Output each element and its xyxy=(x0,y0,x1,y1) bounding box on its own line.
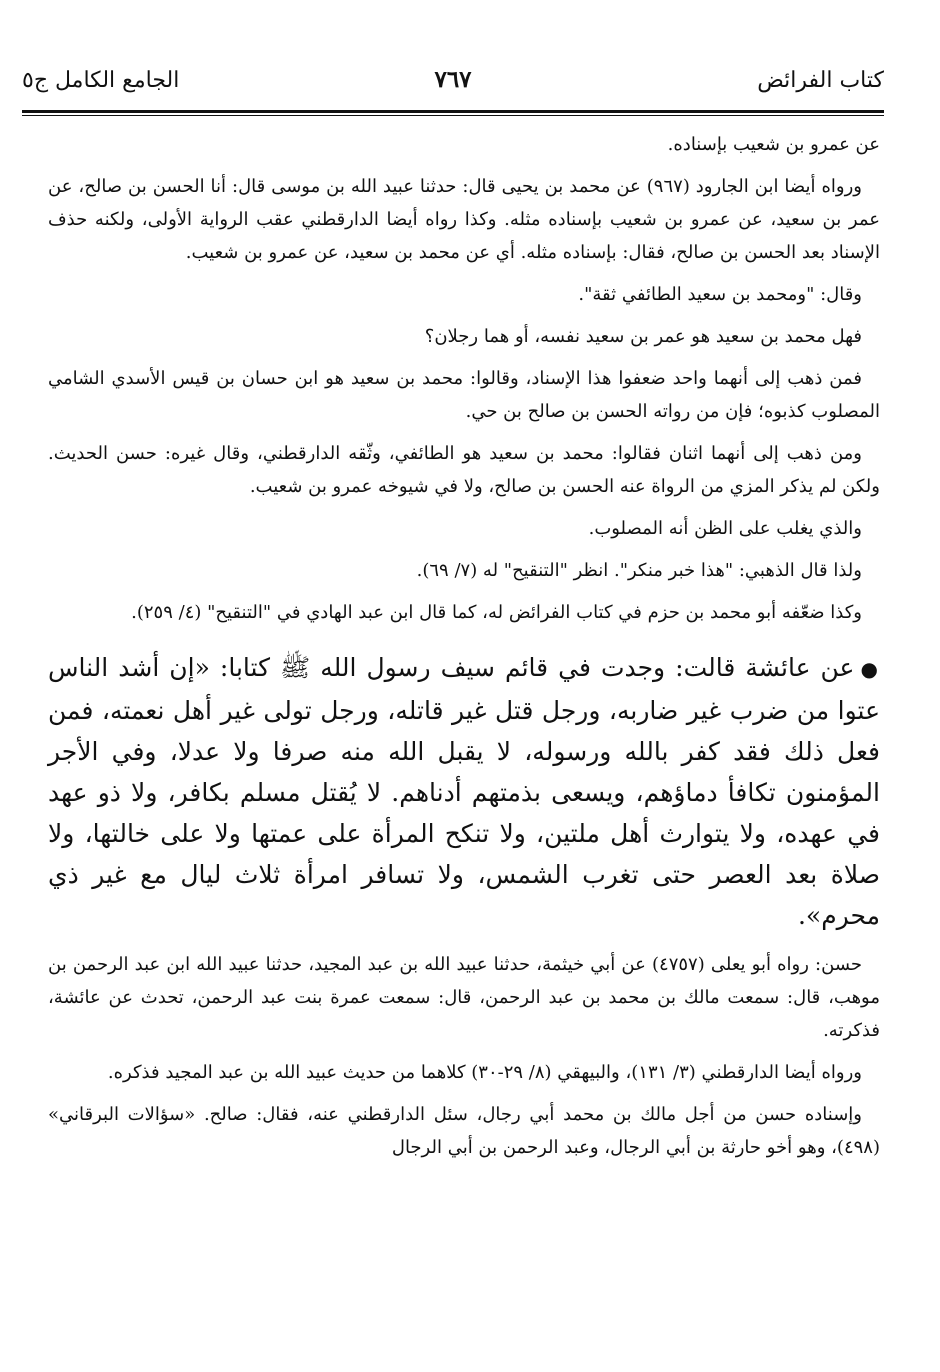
commentary-paragraph: حسن: رواه أبو يعلى (٤٧٥٧) عن أبي خيثمة، حدثنا عبيد الله بن عبد المجيد، حدثنا عبيد الله ابن عبد الرحمن بن موهب، قال: سمعت مالك بن محمد بن عبد الرحمن، قال: سمعت عمرة بنت عبد الرحمن، تحدث عن عائشة، فذكرته. xyxy=(48,954,880,1041)
footnote-paragraph: ومن ذهب إلى أنهما اثنان فقالوا: محمد بن سعيد هو الطائفي، وثّقه الدارقطني، وقال غيره: حسن الحديث. ولكن لم يذكر المزي من الرواة عنه الحسن بن صالح، ولا في شيوخه عمرو بن شعيب. xyxy=(48,443,880,497)
chapter-title: كتاب الفرائض xyxy=(757,68,884,93)
bullet-icon: ● xyxy=(860,657,881,681)
commentary-paragraph: ورواه أيضا الدارقطني (٣/ ١٣١)، والبيهقي (٨/ ٢٩-٣٠) كلاهما من حديث عبيد الله بن عبد المجيد فذكره. xyxy=(107,1062,862,1083)
header-rule-thin xyxy=(22,115,884,116)
footnote-paragraph: فمن ذهب إلى أنهما واحد ضعفوا هذا الإسناد، وقالوا: محمد بن سعيد هو ابن حسان بن قيس الأسدي الشامي المصلوب كذبوه؛ فإن من رواته الحسن بن صالح بن حي. xyxy=(48,368,880,422)
hadith-text xyxy=(48,647,880,936)
footnote-paragraph: والذي يغلب على الظن أنه المصلوب. xyxy=(588,518,862,539)
footnote-paragraph: فهل محمد بن سعيد هو عمر بن سعيد نفسه، أو هما رجلان؟ xyxy=(424,326,862,347)
header-rule-thick xyxy=(22,110,884,113)
footnote-paragraph: عن عمرو بن شعيب بإسناده. xyxy=(667,134,880,155)
hadith-body: عن عائشة قالت: وجدت في قائم سيف رسول الله ﷺ كتابا: «إن أشد الناس عتوا من ضرب غير ضاربه، ورجل قتل غير قاتله، ورجل تولى غير أهل نعمته، فمن فعل ذلك فقد كفر بالله ورسوله، لا يقبل الله منه صرفا ولا عدلا، وفي الأجر المؤمنون تكافأ دماؤهم، ويسعى بذمتهم أدناهم. لا يُقتل مسلم بكافر، ولا ذو عهد في عهده، ولا يتوارث أهل ملتين، ولا تنكح المرأة على عمتها ولا على خالتها، ولا صلاة بعد العصر حتى تغرب الشمس، ولا تسافر امرأة ثلاث ليال مع غير ذي محرم». xyxy=(48,653,880,930)
footnote-paragraph: وقال: "ومحمد بن سعيد الطائفي ثقة". xyxy=(578,284,862,305)
page-number: ٧٦٧ xyxy=(434,66,472,93)
footnote-paragraph: وكذا ضعّفه أبو محمد بن حزم في كتاب الفرائض له، كما قال ابن عبد الهادي في "التنقيح" (٤/ ٢٥٩). xyxy=(131,602,862,623)
running-header xyxy=(22,62,884,106)
commentary-paragraph: وإسناده حسن من أجل مالك بن محمد أبي رجال، سئل الدارقطني عنه، فقال: صالح. «سؤالات البرقاني» (٤٩٨)، وهو أخو حارثة بن أبي الرجال، وعبد الرحمن بن أبي الرجال xyxy=(48,1104,880,1158)
footnote-paragraph: ولذا قال الذهبي: "هذا خبر منكر". انظر "التنقيح" له (٧/ ٦٩). xyxy=(416,560,862,581)
footnote-paragraph: ورواه أيضا ابن الجارود (٩٦٧) عن محمد بن يحيى قال: حدثنا عبيد الله بن موسى قال: أنا الحسن بن صالح، عن عمر بن سعيد، عن عمرو بن شعيب بإسناده مثله. وكذا رواه أيضا الدارقطني عقب الرواية الأولى، ولكنه حذف الإسناد بعد الحسن بن صالح، فقال: بإسناده مثله. أي عن محمد بن سعيد، عن عمرو بن شعيب. xyxy=(48,176,880,263)
book-title: الجامع الكامل ج٥ xyxy=(22,68,180,93)
page-body xyxy=(48,128,880,1173)
